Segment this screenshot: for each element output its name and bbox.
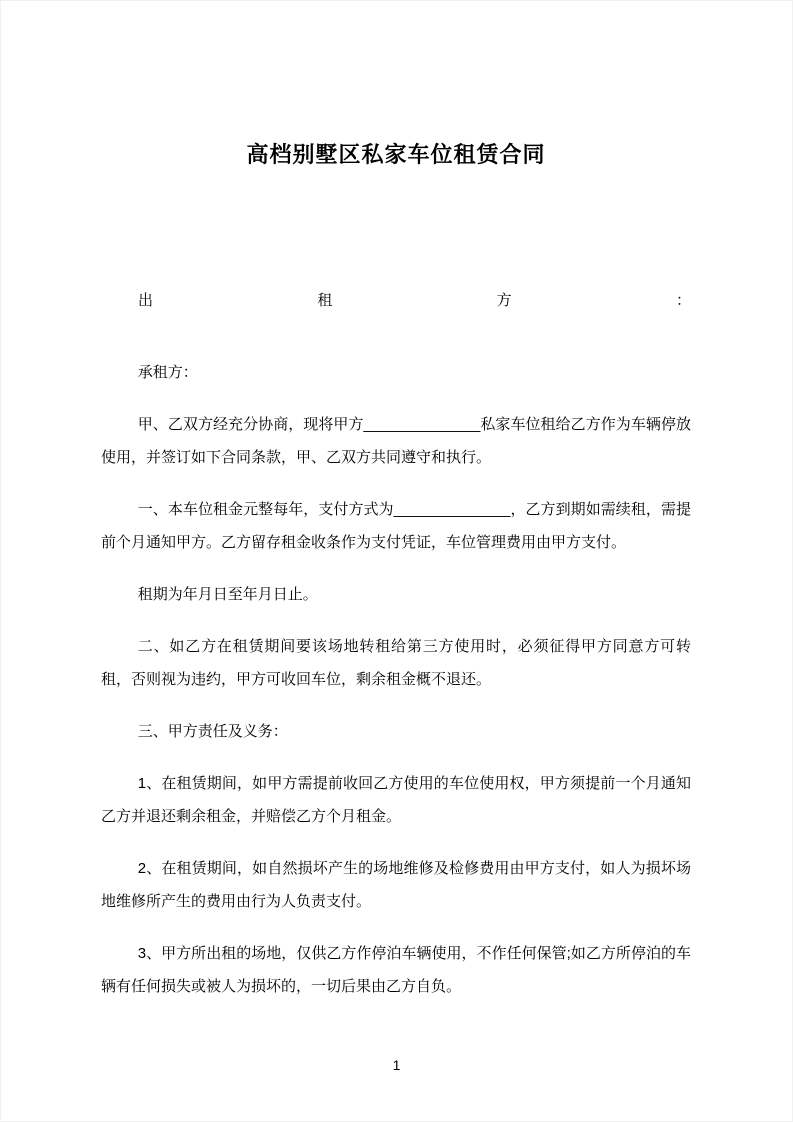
paragraph-clause-3-heading: 三、甲方责任及义务： <box>137 722 288 740</box>
lessor-char-3: 方 <box>496 291 512 309</box>
paragraph-lease-term: 租期为年月日至年月日止。 <box>137 585 318 603</box>
paragraph-clause-1-rent: 一、本车位租金元整每年，支付方式为______________，乙方到期如需续租，需提前个月通知甲方。乙方留存租金收条作为支付凭证，车位管理费用由甲方支付。 <box>101 500 691 551</box>
lessee-label: 承租方： <box>137 363 198 381</box>
paragraph-clause-3-item-3: 3、甲方所出租的场地，仅供乙方作停泊车辆使用，不作任何保管;如乙方所停泊的车辆有任何损失或被人为损坏的，一切后果由乙方自负。 <box>101 944 691 995</box>
document-title: 高档别墅区私家车位租赁合同 <box>246 142 546 167</box>
paragraph-clause-2-sublease: 二、如乙方在租赁期间要该场地转租给第三方使用时，必须征得甲方同意方可转租，否则视为违约，甲方可收回车位，剩余租金概不退还。 <box>101 637 691 688</box>
paragraph-clause-3-item-1: 1、在租赁期间，如甲方需提前收回乙方使用的车位使用权，甲方须提前一个月通知乙方并退还剩余租金，并赔偿乙方个月租金。 <box>101 774 691 825</box>
lessor-colon: ： <box>675 291 691 309</box>
page-number: 1 <box>392 1057 401 1073</box>
lessor-char-2: 租 <box>317 291 333 309</box>
lessor-line <box>101 290 691 311</box>
lessor-char-1: 出 <box>138 291 154 309</box>
paragraph-clause-3-item-2: 2、在租赁期间，如自然损坏产生的场地维修及检修费用由甲方支付，如人为损坏场地维修所产生的费用由行为人负责支付。 <box>101 859 691 910</box>
paragraph-intro: 甲、乙双方经充分协商，现将甲方______________私家车位租给乙方作为车辆停放使用，并签订如下合同条款，甲、乙双方共同遵守和执行。 <box>101 415 691 466</box>
